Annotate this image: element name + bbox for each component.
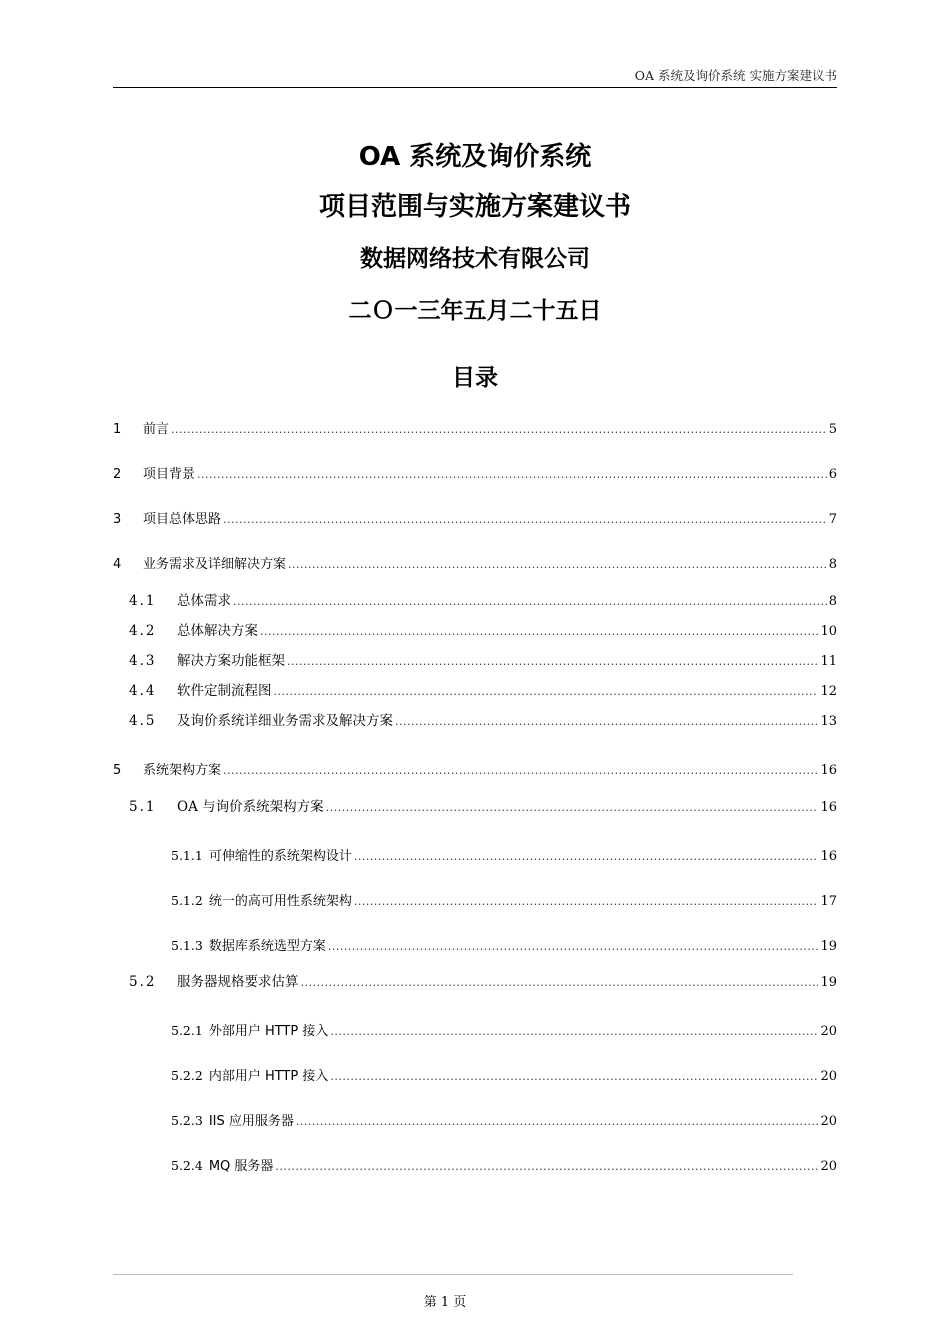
- toc-heading: 目录: [452, 365, 498, 391]
- toc-entry-page: 11: [820, 654, 837, 669]
- toc-entry[interactable]: [171, 936, 837, 956]
- toc-entry[interactable]: [129, 797, 837, 817]
- toc-entry-number: 1: [113, 422, 122, 437]
- toc-entry-page: 16: [820, 849, 837, 864]
- toc-entry-number: 4.5: [129, 713, 157, 729]
- toc-entry-number: 5.1.1: [171, 848, 203, 863]
- toc-dot-leader: [233, 592, 827, 612]
- toc-entry[interactable]: [171, 1156, 837, 1176]
- toc-entry-label: 系统架构方案: [143, 763, 222, 778]
- toc-entry-number: 5.2.1: [171, 1023, 203, 1038]
- toc-entry-label: OA 与询价系统架构方案: [177, 799, 324, 815]
- toc-dot-leader: [301, 973, 819, 993]
- toc-entry-label: 内部用户 HTTP 接入: [208, 1069, 329, 1084]
- toc-entry-number: 5.2.2: [171, 1068, 203, 1083]
- toc-entry-label: 业务需求及详细解决方案: [143, 557, 287, 572]
- toc-entry[interactable]: [171, 1066, 837, 1086]
- toc-entry-number: 5.2.3: [171, 1113, 203, 1128]
- toc-entry-page: 20: [820, 1024, 837, 1039]
- toc-entry[interactable]: [171, 1021, 837, 1041]
- toc-entry-label: 解决方案功能框架: [177, 653, 285, 669]
- toc-dot-leader: [395, 712, 818, 732]
- toc-entry[interactable]: [129, 711, 837, 731]
- document-title: OA 系统及询价系统: [358, 142, 592, 172]
- toc-dot-leader: [287, 652, 818, 672]
- toc-entry-number: 5.2.4: [171, 1158, 203, 1173]
- toc-dot-leader: [326, 798, 819, 818]
- toc-entry[interactable]: [129, 651, 837, 671]
- toc-entry[interactable]: [171, 1111, 837, 1131]
- toc-entry-label: 数据库系统选型方案: [208, 939, 326, 954]
- toc-dot-leader: [260, 622, 818, 642]
- toc-entry-label: 项目背景: [143, 467, 196, 482]
- toc-entry-number: 4.2: [129, 623, 157, 639]
- toc-entry-number: 4.1: [129, 593, 157, 609]
- toc-entry-page: 17: [820, 894, 837, 909]
- toc-entry-label: 总体解决方案: [177, 623, 258, 639]
- toc-entry-page: 20: [820, 1069, 837, 1084]
- toc-entry-page: 19: [820, 939, 837, 954]
- header-rule: [113, 87, 837, 88]
- toc-dot-leader: [275, 1157, 818, 1177]
- toc-entry-label: 及询价系统详细业务需求及解决方案: [177, 713, 393, 729]
- toc-entry[interactable]: [129, 972, 837, 992]
- toc-dot-leader: [354, 847, 819, 867]
- toc-entry-page: 13: [820, 714, 837, 729]
- toc-entry[interactable]: [113, 510, 837, 530]
- toc-dot-leader: [274, 682, 819, 702]
- toc-entry-page: 20: [820, 1159, 837, 1174]
- toc-dot-leader: [330, 1067, 818, 1087]
- toc-entry-label: 总体需求: [177, 593, 231, 609]
- toc-entry-number: 4: [113, 557, 122, 572]
- toc-entry-number: 4.4: [129, 683, 157, 699]
- toc-entry-number: 5.2: [129, 974, 157, 990]
- toc-entry[interactable]: [113, 420, 837, 440]
- toc-entry-label: IIS 应用服务器: [208, 1114, 294, 1129]
- toc-dot-leader: [328, 937, 819, 957]
- toc-entry-label: 项目总体思路: [143, 512, 222, 527]
- toc-entry-page: 7: [828, 512, 837, 527]
- toc-entry-number: 4.3: [129, 653, 157, 669]
- toc-entry-page: 5: [828, 422, 837, 437]
- toc-entry-page: 16: [820, 763, 837, 778]
- toc-entry-label: 前言: [143, 422, 170, 437]
- toc-entry-page: 20: [820, 1114, 837, 1129]
- toc-dot-leader: [288, 555, 827, 575]
- toc-dot-leader: [354, 892, 819, 912]
- toc-entry-page: 10: [820, 624, 837, 639]
- toc-entry-number: 5: [113, 763, 122, 778]
- toc-entry-page: 8: [828, 557, 837, 572]
- toc-entry-page: 16: [820, 800, 837, 815]
- company-name: 数据网络技术有限公司: [360, 246, 590, 272]
- document-date: 二Ｏ一三年五月二十五日: [348, 298, 602, 324]
- toc-entry-number: 2: [113, 467, 122, 482]
- toc-entry[interactable]: [129, 591, 837, 611]
- page-number: 第 1 页: [423, 1295, 467, 1310]
- toc-entry[interactable]: [113, 761, 837, 781]
- toc-dot-leader: [223, 761, 818, 781]
- toc-entry[interactable]: [171, 846, 837, 866]
- toc-entry-page: 12: [820, 684, 837, 699]
- toc-dot-leader: [223, 510, 827, 530]
- toc-entry-number: 3: [113, 512, 122, 527]
- toc-entry-label: 可伸缩性的系统架构设计: [208, 849, 352, 864]
- toc-entry[interactable]: [113, 465, 837, 485]
- toc-dot-leader: [296, 1112, 819, 1132]
- toc-entry[interactable]: [171, 891, 837, 911]
- toc-entry-label: 外部用户 HTTP 接入: [208, 1024, 329, 1039]
- running-header: OA 系统及询价系统 实施方案建议书: [634, 68, 837, 83]
- toc-entry-page: 19: [820, 975, 837, 990]
- toc-entry[interactable]: [113, 555, 837, 575]
- toc-entry-label: MQ 服务器: [208, 1159, 274, 1174]
- document-subtitle: 项目范围与实施方案建议书: [318, 192, 631, 222]
- toc-entry-page: 8: [828, 594, 837, 609]
- toc-entry-number: 5.1.2: [171, 893, 203, 908]
- footer-rule: [113, 1274, 793, 1275]
- toc-entry-label: 软件定制流程图: [177, 683, 272, 699]
- toc-dot-leader: [330, 1022, 818, 1042]
- toc-entry-number: 5.1: [129, 799, 157, 815]
- toc-entry-label: 统一的高可用性系统架构: [208, 894, 352, 909]
- toc-entry-page: 6: [828, 467, 837, 482]
- toc-entry-number: 5.1.3: [171, 938, 203, 953]
- toc-entry[interactable]: [129, 621, 837, 641]
- toc-dot-leader: [171, 420, 827, 440]
- toc-entry[interactable]: [129, 681, 837, 701]
- toc-dot-leader: [197, 465, 827, 485]
- toc-entry-label: 服务器规格要求估算: [177, 974, 299, 990]
